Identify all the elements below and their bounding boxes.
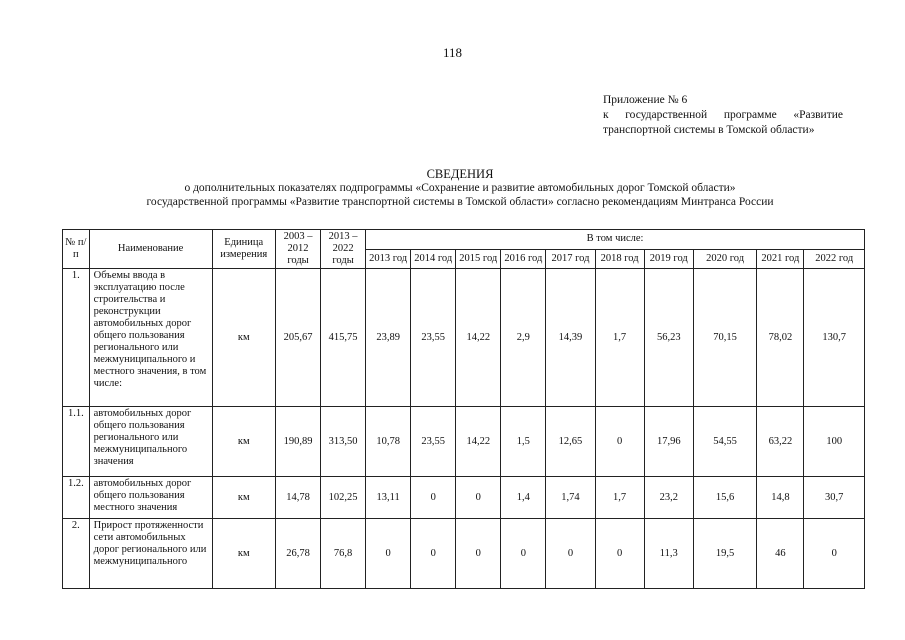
- row-value: 0: [501, 519, 546, 589]
- row-value: 100: [804, 407, 865, 477]
- table-body: [63, 269, 865, 589]
- row-value: 0: [456, 519, 501, 589]
- row-value: 70,15: [693, 269, 756, 407]
- header-year: 2022 год: [804, 249, 865, 269]
- header-year: 2016 год: [501, 249, 546, 269]
- row-period-1: 190,89: [276, 407, 321, 477]
- appendix-line-3: транспортной системы в Томской области»: [603, 124, 815, 136]
- row-unit: км: [212, 519, 275, 589]
- row-number: 1.1.: [63, 407, 90, 477]
- row-name: автомобильных дорог общего пользования местного значения: [89, 477, 212, 519]
- indicators-table: [62, 229, 865, 589]
- appendix-line-2: к государственной программе «Развитие: [603, 109, 843, 121]
- row-number: 2.: [63, 519, 90, 589]
- row-value: 56,23: [644, 269, 693, 407]
- row-value: 1,7: [595, 269, 644, 407]
- table-row: [63, 519, 865, 589]
- header-year: 2017 год: [546, 249, 595, 269]
- title-line-2: о дополнительных показателях подпрограммы «Сохранение и развитие автомобильных дорог Томской области»: [184, 182, 736, 194]
- row-value: 23,55: [411, 407, 456, 477]
- row-value: 14,22: [456, 407, 501, 477]
- row-period-1: 26,78: [276, 519, 321, 589]
- title-main: СВЕДЕНИЯ: [426, 167, 494, 181]
- page-number: 118: [442, 45, 463, 60]
- row-value: 11,3: [644, 519, 693, 589]
- table-row: [63, 477, 865, 519]
- row-name: автомобильных дорог общего пользования регионального или межмуниципального значения: [89, 407, 212, 477]
- row-value: 17,96: [644, 407, 693, 477]
- row-value: 19,5: [693, 519, 756, 589]
- row-value: 30,7: [804, 477, 865, 519]
- row-value: 0: [595, 519, 644, 589]
- row-value: 23,89: [366, 269, 411, 407]
- row-value: 12,65: [546, 407, 595, 477]
- row-value: 15,6: [693, 477, 756, 519]
- row-period-2: 313,50: [321, 407, 366, 477]
- row-value: 0: [595, 407, 644, 477]
- row-period-2: 415,75: [321, 269, 366, 407]
- appendix-note: [603, 93, 843, 138]
- row-value: 23,2: [644, 477, 693, 519]
- row-number: 1.2.: [63, 477, 90, 519]
- row-unit: км: [212, 407, 275, 477]
- row-value: 2,9: [501, 269, 546, 407]
- title-line-3: государственной программы «Развитие транспортной системы в Томской области» согласно рекомендациям Минтранса России: [146, 196, 774, 208]
- row-period-1: 205,67: [276, 269, 321, 407]
- row-value: 0: [804, 519, 865, 589]
- row-unit: км: [212, 269, 275, 407]
- row-value: 63,22: [757, 407, 804, 477]
- table-row: [63, 269, 865, 407]
- row-value: 10,78: [366, 407, 411, 477]
- header-unit: Единица измерения: [212, 230, 275, 269]
- header-year: 2014 год: [411, 249, 456, 269]
- row-value: 0: [366, 519, 411, 589]
- header-period-2: 2013 – 2022 годы: [321, 230, 366, 269]
- appendix-line-1: Приложение № 6: [603, 94, 688, 106]
- row-value: 1,74: [546, 477, 595, 519]
- row-value: 0: [411, 477, 456, 519]
- row-value: 14,39: [546, 269, 595, 407]
- header-year: 2018 год: [595, 249, 644, 269]
- row-unit: км: [212, 477, 275, 519]
- row-value: 13,11: [366, 477, 411, 519]
- row-period-1: 14,78: [276, 477, 321, 519]
- row-value: 1,5: [501, 407, 546, 477]
- row-value: 46: [757, 519, 804, 589]
- header-including: В том числе:: [366, 230, 865, 250]
- row-value: 14,22: [456, 269, 501, 407]
- row-value: 54,55: [693, 407, 756, 477]
- header-period-1: 2003 – 2012 годы: [276, 230, 321, 269]
- header-year: 2019 год: [644, 249, 693, 269]
- row-value: 0: [456, 477, 501, 519]
- document-title: [0, 167, 905, 209]
- row-value: 1,4: [501, 477, 546, 519]
- row-value: 1,7: [595, 477, 644, 519]
- row-number: 1.: [63, 269, 90, 407]
- table-header: [63, 230, 865, 269]
- row-value: 0: [411, 519, 456, 589]
- row-value: 78,02: [757, 269, 804, 407]
- row-value: 14,8: [757, 477, 804, 519]
- row-name: Прирост протяженности сети автомобильных дорог регионального или межмуниципального: [89, 519, 212, 589]
- row-value: 23,55: [411, 269, 456, 407]
- row-period-2: 76,8: [321, 519, 366, 589]
- row-value: 0: [546, 519, 595, 589]
- header-year: 2021 год: [757, 249, 804, 269]
- row-period-2: 102,25: [321, 477, 366, 519]
- header-year: 2013 год: [366, 249, 411, 269]
- header-year: 2020 год: [693, 249, 756, 269]
- header-year: 2015 год: [456, 249, 501, 269]
- header-name: Наименование: [89, 230, 212, 269]
- row-value: 130,7: [804, 269, 865, 407]
- header-num: № п/п: [63, 230, 90, 269]
- row-name: Объемы ввода в эксплуатацию после строительства и реконструкции автомобильных дорог общего пользования регионального или межмуниципального и местного значения, в том числе:: [89, 269, 212, 407]
- table-row: [63, 407, 865, 477]
